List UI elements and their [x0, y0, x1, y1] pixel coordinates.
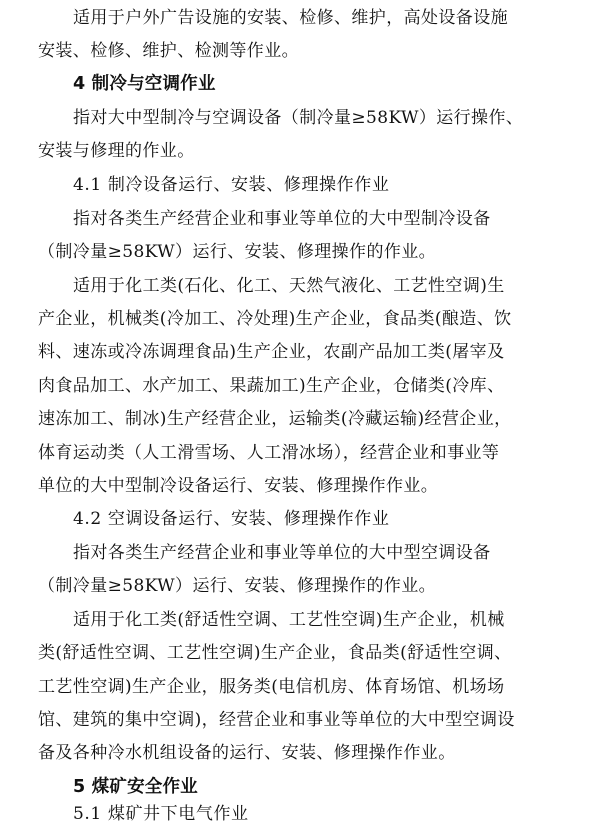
text-line-18: （制冷量≥58KW）运行、安装、修理操作的作业。 [38, 576, 437, 596]
section-heading-4: 4 制冷与空调作业 [73, 74, 216, 94]
text-line-9: 适用于化工类(石化、化工、天然气液化、工艺性空调)生 [73, 276, 505, 296]
text-line-8: （制冷量≥58KW）运行、安装、修理操作的作业。 [38, 242, 437, 262]
subsection-heading-4-2: 4.2 空调设备运行、安装、修理操作作业 [73, 509, 390, 529]
text-line-2: 安装、检修、维护、检测等作业。 [38, 41, 299, 61]
text-line-5: 安装与修理的作业。 [38, 141, 195, 161]
text-line-1: 适用于户外广告设施的安装、检修、维护，高处设备设施 [73, 8, 508, 28]
text-line-13: 速冻加工、制冰)生产经营企业，运输类(冷藏运输)经营企业， [38, 409, 512, 429]
text-line-17: 指对各类生产经营企业和事业等单位的大中型空调设备 [73, 543, 491, 563]
text-line-15: 单位的大中型制冷设备运行、安装、修理操作作业。 [38, 476, 439, 496]
text-line-21: 工艺性空调)生产企业，服务类(电信机房、体育场馆、机场场 [38, 677, 505, 697]
text-line-20: 类(舒适性空调、工艺性空调)生产企业，食品类(舒适性空调、 [38, 643, 512, 663]
text-line-19: 适用于化工类(舒适性空调、工艺性空调)生产企业，机械 [73, 610, 505, 630]
text-line-22: 馆、建筑的集中空调)，经营企业和事业等单位的大中型空调设 [38, 710, 515, 730]
text-line-7: 指对各类生产经营企业和事业等单位的大中型制冷设备 [73, 209, 491, 229]
text-line-11: 料、速冻或冷冻调理食品)生产企业，农副产品加工类(屠宰及 [38, 342, 505, 362]
text-line-14: 体育运动类（人工滑雪场、人工滑冰场），经营企业和事业等 [38, 443, 500, 463]
text-line-10: 产企业，机械类(冷加工、冷处理)生产企业，食品类(酿造、饮 [38, 309, 512, 329]
subsection-heading-4-1: 4.1 制冷设备运行、安装、修理操作作业 [73, 175, 390, 195]
subsection-heading-5-1: 5.1 煤矿井下电气作业 [73, 804, 249, 824]
text-line-4: 指对大中型制冷与空调设备（制冷量≥58KW）运行操作、 [73, 108, 524, 128]
section-heading-5: 5 煤矿安全作业 [73, 777, 198, 797]
text-line-12: 肉食品加工、水产加工、果蔬加工)生产企业，仓储类(冷库、 [38, 376, 505, 396]
text-line-23: 备及各种冷水机组设备的运行、安装、修理操作作业。 [38, 743, 456, 763]
